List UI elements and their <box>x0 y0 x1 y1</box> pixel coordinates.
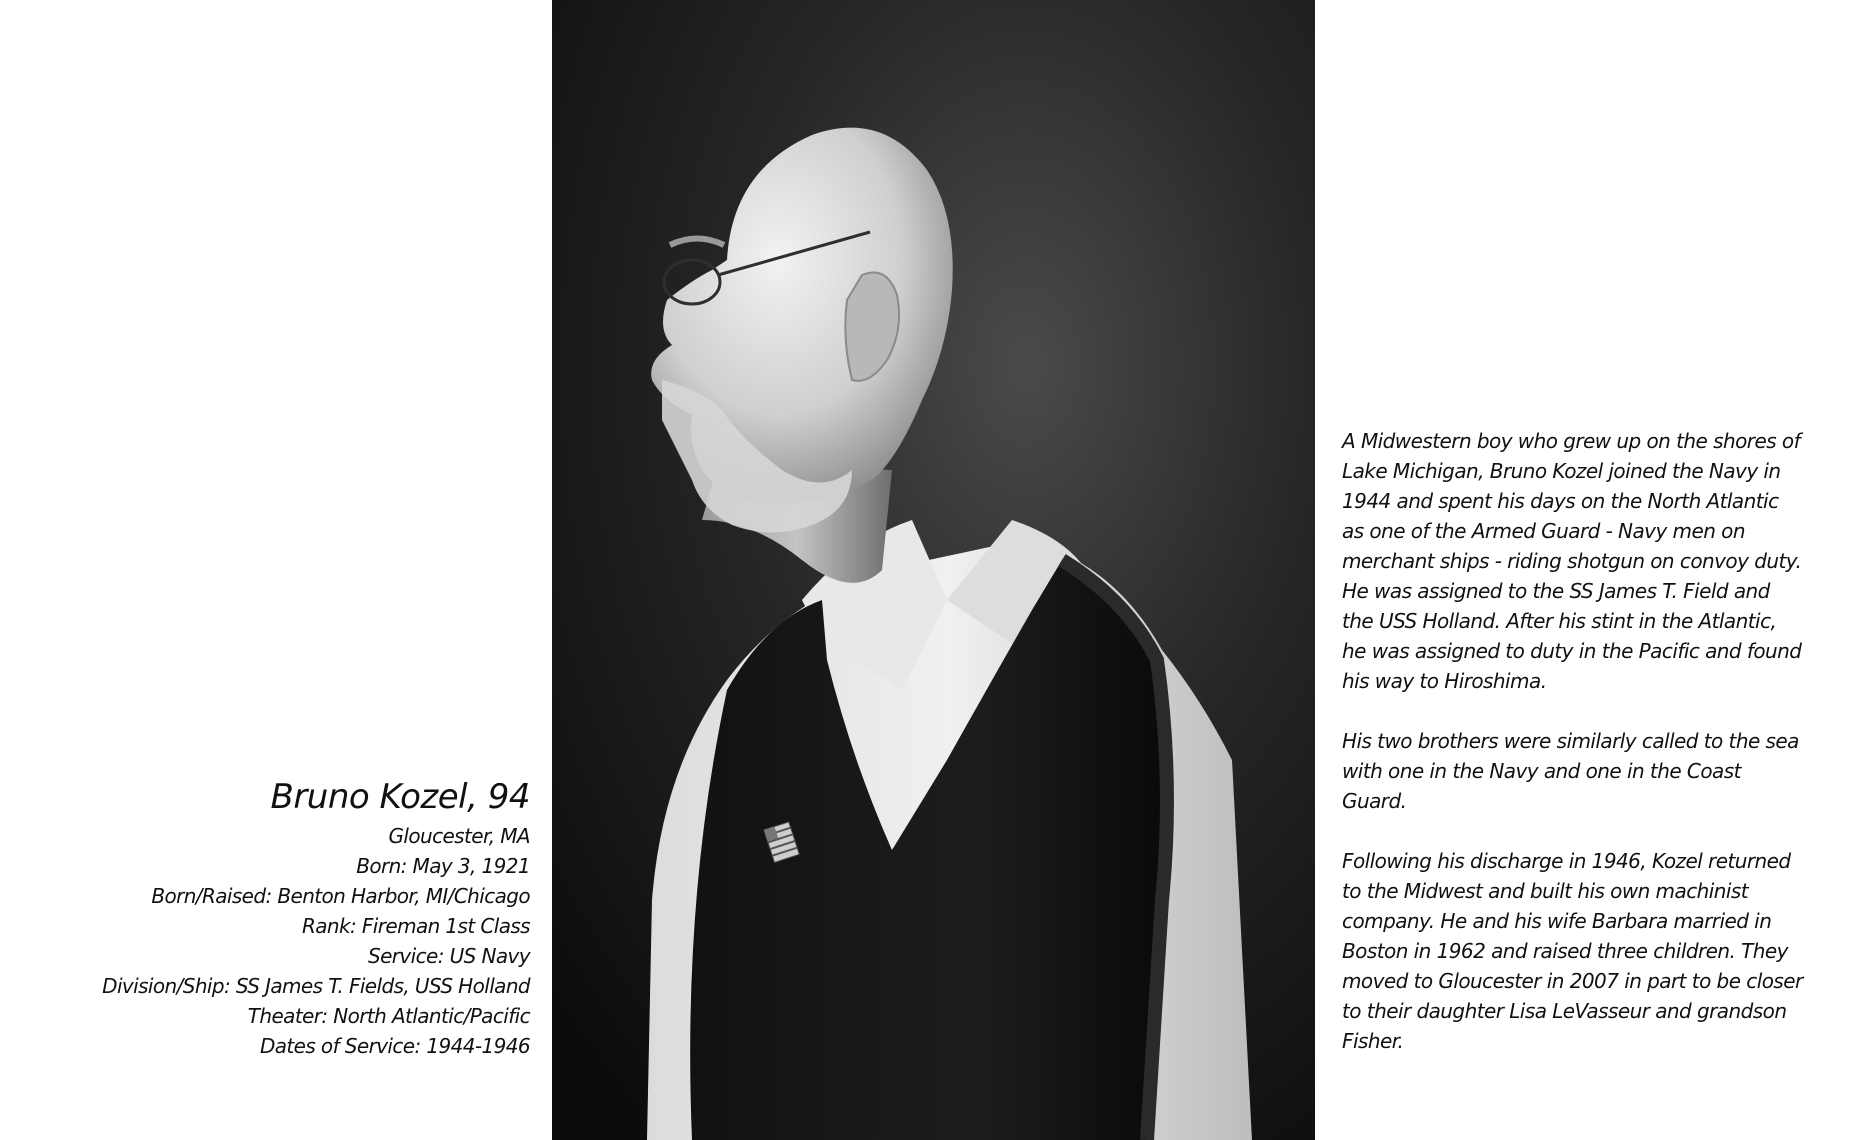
bio-line: his way to Hiroshima. <box>1342 669 1547 693</box>
veteran-service: Service: US Navy <box>368 944 530 968</box>
bio-paragraph-3 <box>1342 846 1812 1056</box>
veteran-born: Born: May 3, 1921 <box>356 854 530 878</box>
veteran-division-ship: Division/Ship: SS James T. Fields, USS Holland <box>102 974 530 998</box>
veteran-name: Bruno Kozel, 94 <box>270 777 530 817</box>
bio-line: Fisher. <box>1342 1029 1404 1053</box>
bio-line: Following his discharge in 1946, Kozel returned <box>1342 849 1791 873</box>
veteran-biography <box>1342 426 1812 1056</box>
bio-line: to the Midwest and built his own machinist <box>1342 879 1749 903</box>
veteran-born-raised: Born/Raised: Benton Harbor, MI/Chicago <box>151 884 530 908</box>
bio-line: Guard. <box>1342 789 1407 813</box>
portrait-illustration <box>552 0 1315 1140</box>
bio-paragraph-2 <box>1342 726 1812 816</box>
veteran-dates: Dates of Service: 1944-1946 <box>259 1034 530 1058</box>
veteran-location: Gloucester, MA <box>388 824 530 848</box>
bio-line: to their daughter Lisa LeVasseur and grandson <box>1342 999 1787 1023</box>
bio-line: Lake Michigan, Bruno Kozel joined the Navy in <box>1342 459 1781 483</box>
veteran-info <box>60 775 530 1061</box>
portrait-photo <box>552 0 1315 1140</box>
bio-line: moved to Gloucester in 2007 in part to be closer <box>1342 969 1803 993</box>
bio-line: the USS Holland. After his stint in the Atlantic, <box>1342 609 1777 633</box>
bio-line: His two brothers were similarly called to the sea <box>1342 729 1799 753</box>
bio-line: as one of the Armed Guard - Navy men on <box>1342 519 1745 543</box>
veteran-rank: Rank: Fireman 1st Class <box>301 914 530 938</box>
bio-line: company. He and his wife Barbara married in <box>1342 909 1772 933</box>
bio-line: he was assigned to duty in the Pacific and found <box>1342 639 1802 663</box>
bio-line: A Midwestern boy who grew up on the shores of <box>1342 429 1801 453</box>
veteran-theater: Theater: North Atlantic/Pacific <box>247 1004 530 1028</box>
bio-line: 1944 and spent his days on the North Atlantic <box>1342 489 1779 513</box>
bio-line: with one in the Navy and one in the Coast <box>1342 759 1741 783</box>
bio-line: Boston in 1962 and raised three children. They <box>1342 939 1788 963</box>
bio-line: He was assigned to the SS James T. Field and <box>1342 579 1770 603</box>
bio-paragraph-1 <box>1342 426 1812 696</box>
bio-line: merchant ships - riding shotgun on convoy duty. <box>1342 549 1802 573</box>
